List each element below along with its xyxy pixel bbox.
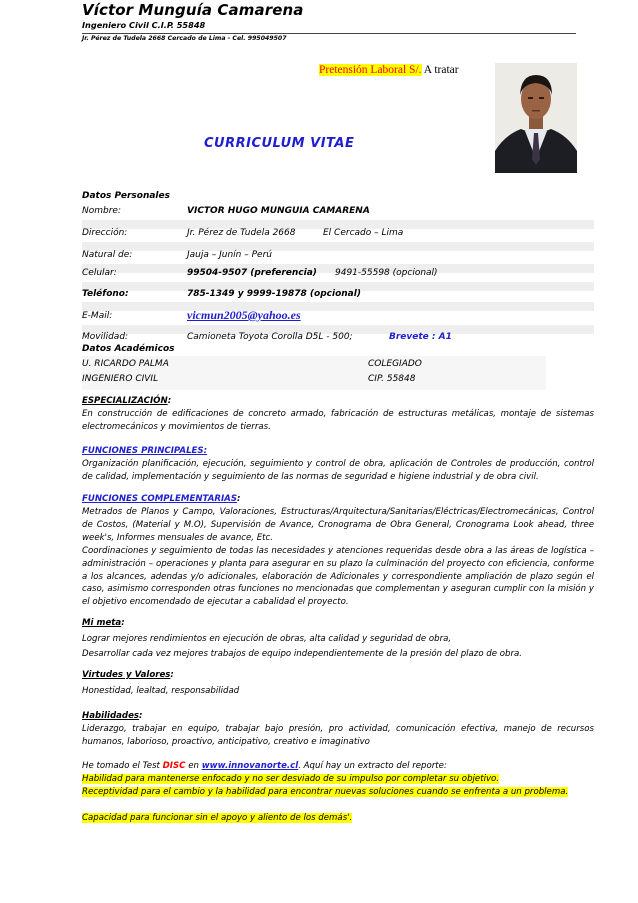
salary-expectation — [319, 64, 459, 76]
salary-value: A tratar — [421, 64, 459, 76]
disc-label: DISC — [162, 761, 186, 771]
complementary-heading-wrap: FUNCIONES COMPLEMENTARIAS: — [82, 494, 241, 504]
salary-label: Pretensión Laboral S/. — [319, 64, 422, 76]
goal-line-1: Lograr mejores rendimientos en ejecución de obras, alta calidad y seguridad de obra, — [82, 634, 452, 644]
values-heading: Virtudes y Valores — [82, 670, 171, 680]
label-mobility: Movilidad: — [82, 332, 129, 342]
candidate-name: Víctor Munguía Camarena — [82, 1, 304, 19]
skills-heading: Habilidades — [82, 711, 140, 721]
specialization-text: En construcción de edificaciones de concreto armado, fabricación de estructuras metálicas, montaje de sistemas electromecánicos y movimientos de tierras. — [82, 409, 594, 432]
skills-heading-wrap: Habilidades: — [82, 711, 143, 721]
goal-line-2: Desarrollar cada vez mejores trabajos de equipo independientemente de la presión del plazo de obra. — [82, 649, 523, 659]
value-cellphone-optional: 9491-55598 (opcional) — [335, 268, 438, 278]
academic-degree: INGENIERO CIVIL — [82, 374, 159, 384]
goal-heading-wrap: Mi meta: — [82, 618, 125, 628]
section-academic-data: Datos Académicos — [82, 344, 175, 354]
skills-text: Liderazgo, trabajar en equipo, trabajar bajo presión, pro actividad, comunicación efectiva, manejo de recursos humanos, laborioso, proactivo, anticipativo, creativo e imaginativo — [82, 724, 594, 747]
row-divider-band — [82, 242, 594, 251]
section-personal-data: Datos Personales — [82, 191, 170, 201]
values-text: Honestidad, lealtad, responsabilidad — [82, 686, 240, 696]
academic-cip: CIP. 55848 — [368, 374, 416, 384]
label-cellphone: Celular: — [82, 268, 117, 278]
disc-highlight-3-wrap — [82, 812, 594, 825]
label-name: Nombre: — [82, 206, 121, 216]
disc-website-link[interactable]: www.innovanorte.cl — [201, 761, 299, 771]
disc-highlight-2-wrap — [82, 786, 594, 799]
disc-highlight-2: Receptividad para el cambio y la habilidad para encontrar nuevas soluciones cuando se enfrenta a un problema. — [82, 787, 569, 797]
disc-highlight-3: Capacidad para funcionar sin el apoyo y aliento de los demás'. — [82, 813, 353, 823]
label-email: E-Mail: — [82, 311, 113, 321]
value-district: El Cercado – Lima — [323, 228, 404, 238]
value-name: VICTOR HUGO MUNGUIA CAMARENA — [187, 206, 370, 216]
disc-intro-c: . Aquí hay un extracto del reporte: — [298, 761, 447, 771]
complementary-text-2: Coordinaciones y seguimiento de todas las necesidades y atenciones requeridas desde obra a las áreas de logística – administración – operaciones y planta para asegurar en su plazo la culminación del proyecto con eficiencia, conforme a los alcances, adendas y/o adicionales, elaboración de Adicionales y correspondiente ampliación de plazo según el caso, asimismo corresponden otras funciones no mencionadas que complementan y aseguran cumplir con la misión y el objetivo encomendado de ejecutar a cabalidad el proyecto. — [82, 546, 594, 608]
disc-intro-a: He tomado el Test — [82, 761, 163, 771]
main-functions-text: Organización planificación, ejecución, seguimiento y control de obra, aplicación de Controles de producción, control de calidad, implementación y seguimiento de las normas de seguridad e higiene industrial y de obra civil. — [82, 459, 594, 482]
header-divider — [82, 33, 576, 34]
disc-intro — [82, 760, 594, 773]
email-link[interactable]: vicmun2005@yahoo.es — [187, 308, 301, 322]
goal-heading: Mi meta — [82, 618, 122, 628]
main-functions-heading: FUNCIONES PRINCIPALES: — [82, 446, 208, 456]
disc-highlight-1: Habilidad para mantenerse enfocado y no ser desviado de su impulso por completar su objetivo. — [82, 774, 500, 784]
specialization-heading: ESPECIALIZACIÓN — [82, 396, 168, 406]
value-address: Jr. Pérez de Tudela 2668 — [187, 228, 296, 238]
disc-highlight-1-wrap — [82, 773, 594, 786]
values-heading-wrap: Virtudes y Valores: — [82, 670, 174, 680]
value-vehicle: Camioneta Toyota Corolla D5L - 500; — [187, 332, 353, 342]
candidate-subtitle: Ingeniero Civil C.I.P. 55848 — [82, 20, 206, 30]
label-birthplace: Natural de: — [82, 250, 133, 260]
label-address: Dirección: — [82, 228, 128, 238]
academic-university: U. RICARDO PALMA — [82, 359, 169, 369]
complementary-heading: FUNCIONES COMPLEMENTARIAS — [82, 494, 238, 504]
profile-photo — [495, 63, 577, 173]
document-title: CURRICULUM VITAE — [204, 136, 355, 151]
academic-status: COLEGIADO — [368, 359, 422, 369]
value-cellphone: 99504-9507 (preferencia) — [187, 268, 317, 278]
label-phone: Teléfono: — [82, 289, 129, 299]
specialization-heading-wrap: ESPECIALIZACIÓN: — [82, 396, 172, 406]
row-divider-band — [82, 302, 594, 311]
candidate-address: Jr. Pérez de Tudela 2668 Cercado de Lima - Cel. 995049507 — [82, 35, 287, 42]
disc-intro-b: en — [185, 761, 202, 771]
value-birthplace: Jauja – Junín – Perú — [187, 250, 272, 260]
complementary-text-1: Metrados de Planos y Campo, Valoraciones, Estructuras/Arquitectura/Sanitarias/Eléctricas/Electromecánicas, Control de Costos, (Material y M.O), Supervisión de Avance, Cronograma de Obra General, Cronograma Look ahead, three week's, Informes mensuales de avance, Etc. — [82, 507, 594, 543]
value-license: Brevete : A1 — [389, 332, 452, 342]
value-phone: 785-1349 y 9999-19878 (opcional) — [187, 289, 361, 299]
